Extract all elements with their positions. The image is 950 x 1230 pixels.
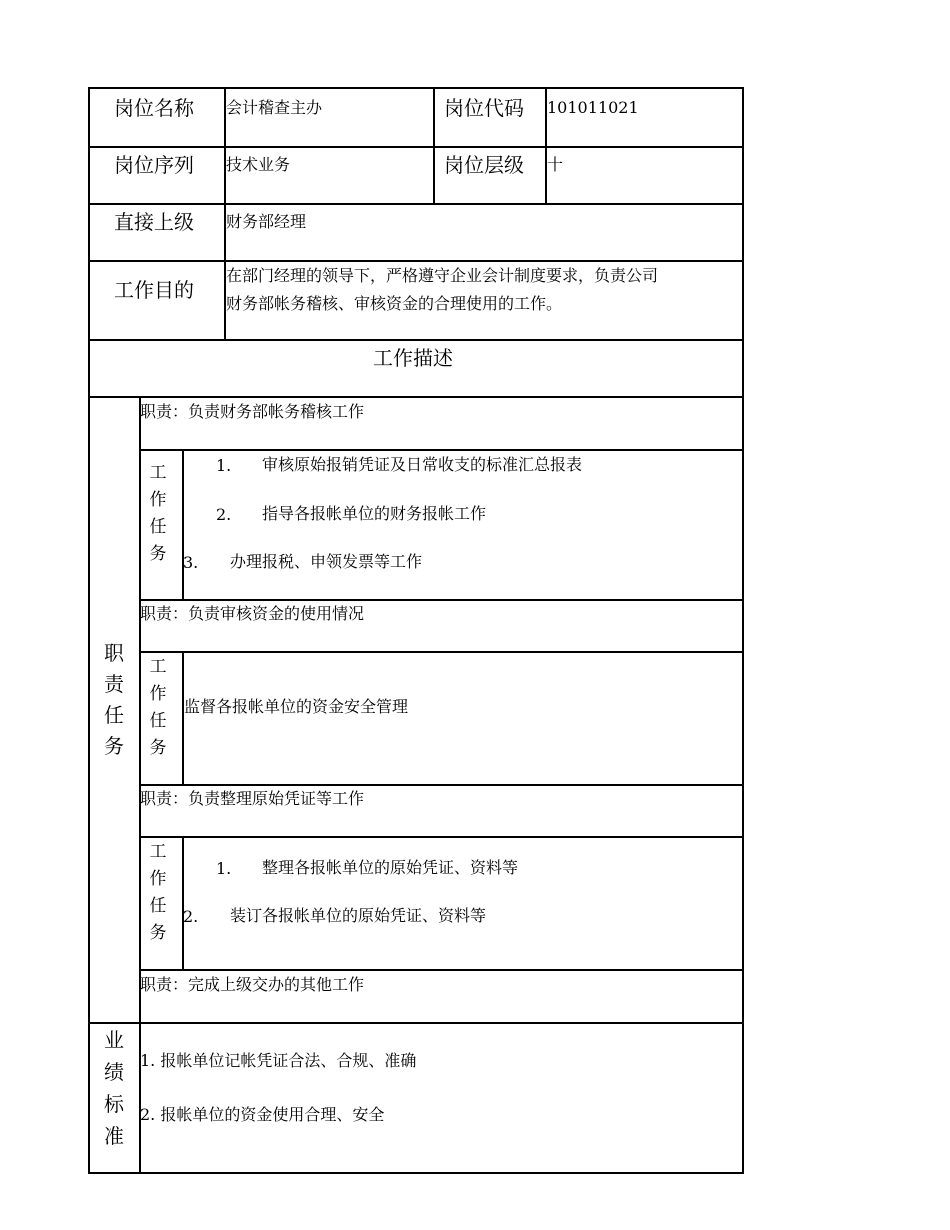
supervisor-label: 直接上级 — [114, 210, 194, 234]
row-divider — [139, 784, 743, 786]
section-title: 工作描述 — [373, 346, 453, 370]
row-divider — [139, 599, 743, 601]
sequence-label: 岗位序列 — [114, 153, 194, 177]
row-divider — [88, 146, 743, 148]
task-text: 审核原始报销凭证及日常收支的标准汇总报表 — [262, 455, 583, 474]
duties-label-char: 务 — [104, 734, 124, 758]
task-label-char: 任 — [149, 517, 167, 537]
position-code-label: 岗位代码 — [444, 96, 524, 120]
column-divider — [182, 651, 184, 785]
table-right-border — [742, 87, 744, 1174]
task-number: 3. — [183, 553, 199, 572]
table-bottom-border — [88, 1172, 743, 1174]
task-number: 2. — [216, 505, 232, 524]
table-top-border — [88, 87, 743, 89]
task-label-char: 务 — [149, 738, 167, 758]
duty-title: 职责：负责整理原始凭证等工作 — [140, 789, 365, 808]
column-divider — [182, 836, 184, 970]
performance-label-char: 准 — [104, 1124, 124, 1148]
task-number: 1. — [216, 456, 232, 475]
task-label-char: 任 — [149, 896, 167, 916]
duty-title: 职责：负责财务部帐务稽核工作 — [140, 402, 365, 421]
purpose-line-1: 在部门经理的领导下，严格遵守企业会计制度要求，负责公司 — [226, 266, 659, 285]
task-text: 办理报税、申领发票等工作 — [230, 552, 423, 571]
row-divider — [139, 969, 743, 971]
performance-label-char: 绩 — [104, 1060, 124, 1084]
task-number: 2. — [183, 907, 199, 926]
row-divider — [139, 651, 743, 653]
row-divider — [88, 203, 743, 205]
column-divider — [182, 449, 184, 600]
column-divider — [433, 87, 435, 204]
purpose-label: 工作目的 — [114, 278, 194, 302]
performance-label-char: 标 — [104, 1092, 124, 1116]
task-label-char: 务 — [149, 923, 167, 943]
task-label-char: 作 — [149, 684, 167, 704]
position-code-value: 101011021 — [547, 98, 639, 117]
level-label: 岗位层级 — [444, 153, 524, 177]
row-divider — [88, 339, 743, 341]
performance-item: 1. 报帐单位记帐凭证合法、合规、准确 — [140, 1051, 417, 1070]
sequence-value: 技术业务 — [226, 155, 291, 174]
position-name-value: 会计稽查主办 — [226, 98, 323, 117]
row-divider — [88, 1022, 743, 1024]
performance-item: 2. 报帐单位的资金使用合理、安全 — [140, 1105, 385, 1124]
task-label-char: 务 — [149, 544, 167, 564]
task-text: 指导各报帐单位的财务报帐工作 — [262, 504, 487, 523]
row-divider — [139, 449, 743, 451]
duty-title: 职责：负责审核资金的使用情况 — [140, 604, 365, 623]
task-label-char: 工 — [149, 463, 167, 483]
row-divider — [139, 836, 743, 838]
task-label-char: 作 — [149, 490, 167, 510]
task-number: 1. — [216, 859, 232, 878]
task-label-char: 工 — [149, 657, 167, 677]
duty-title: 职责：完成上级交办的其他工作 — [140, 975, 365, 994]
row-divider — [88, 396, 743, 398]
supervisor-value: 财务部经理 — [226, 212, 307, 231]
performance-label-char: 业 — [104, 1028, 124, 1052]
task-text: 整理各报帐单位的原始凭证、资料等 — [262, 858, 519, 877]
task-label-char: 作 — [149, 869, 167, 889]
duties-label-char: 责 — [104, 672, 124, 696]
duties-label-char: 任 — [104, 703, 124, 727]
task-text: 装订各报帐单位的原始凭证、资料等 — [230, 906, 487, 925]
level-value: 十 — [547, 155, 564, 174]
task-label-char: 工 — [149, 842, 167, 862]
purpose-line-2: 财务部帐务稽核、审核资金的合理使用的工作。 — [226, 294, 563, 313]
table-left-border — [88, 87, 90, 1174]
row-divider — [88, 260, 743, 262]
task-label-char: 任 — [149, 711, 167, 731]
duties-label-char: 职 — [104, 641, 124, 665]
position-name-label: 岗位名称 — [114, 96, 194, 120]
task-text: 监督各报帐单位的资金安全管理 — [184, 697, 409, 716]
